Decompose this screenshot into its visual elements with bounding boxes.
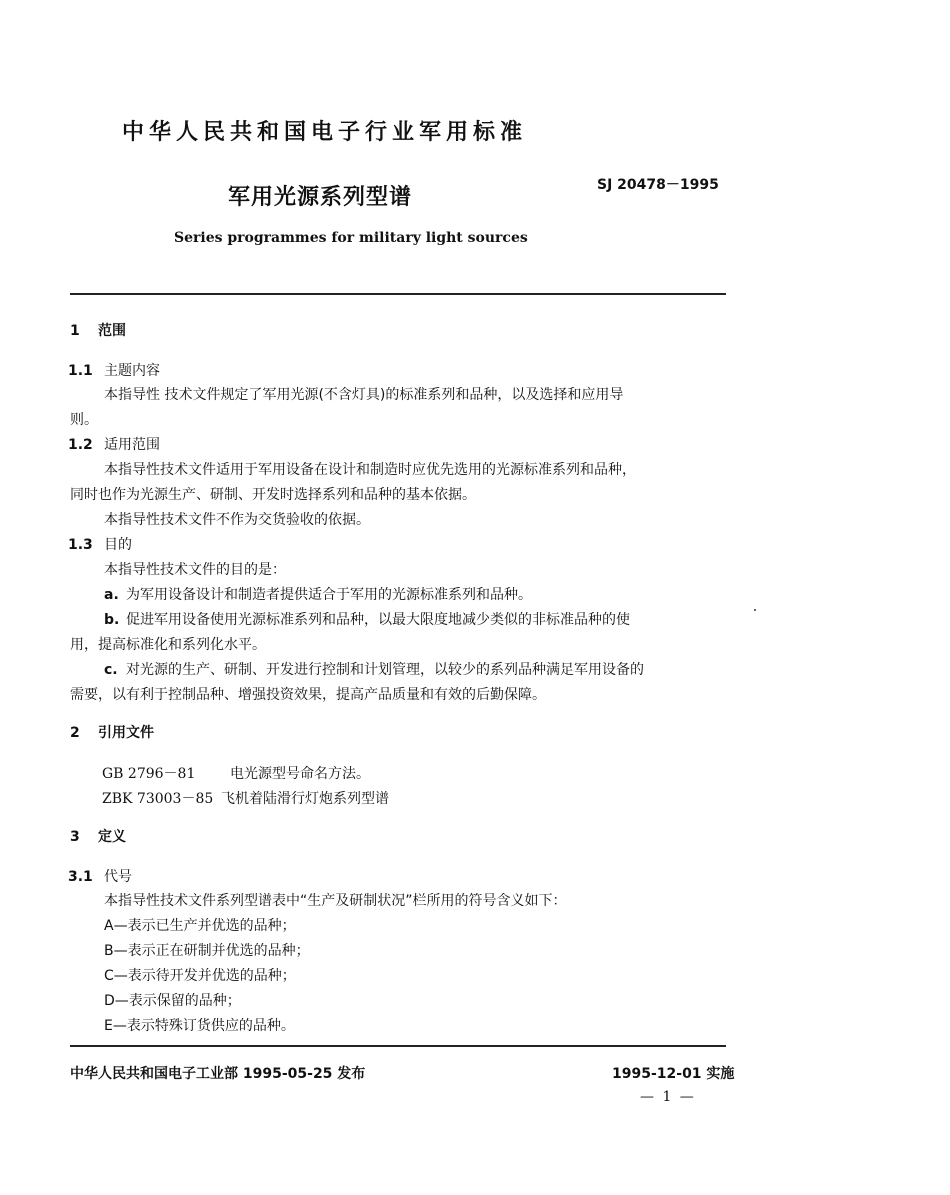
section-title: 范围: [98, 323, 126, 339]
subsection-1-1-heading: [68, 360, 160, 380]
paragraph-line: 需要，以有利于控制品种、增强投资效果，提高产品质量和有效的后勤保障。: [70, 687, 546, 703]
paragraph-line: 本指导性技术文件不作为交货验收的依据。: [104, 512, 370, 528]
footer-divider: [70, 1045, 726, 1047]
list-text: 为军用设备设计和制造者提供适合于军用的光源标准系列和品种。: [126, 587, 532, 603]
standard-code: SJ 20478－1995: [597, 177, 719, 193]
reference-title: 电光源型号命名方法。: [230, 766, 370, 782]
section-1-heading: [70, 320, 126, 340]
section-3-heading: [70, 826, 126, 846]
paragraph-line: 本指导性技术文件的目的是：: [104, 562, 286, 578]
code-definition: D—表示保留的品种；: [104, 993, 241, 1009]
section-number: 1: [70, 323, 80, 339]
reference-title: 飞机着陆滑行灯炮系列型谱: [221, 791, 389, 807]
list-marker: b.: [104, 612, 120, 628]
subsection-number: 1.1: [68, 363, 93, 379]
page-number: — 1 —: [640, 1089, 696, 1105]
list-text: 对光源的生产、研制、开发进行控制和计划管理，以较少的系列品种满足军用设备的: [126, 662, 644, 678]
list-text: 促进军用设备使用光源标准系列和品种，以最大限度地减少类似的非标准品种的使: [126, 612, 630, 628]
list-item-c: [104, 659, 644, 679]
list-marker: a.: [104, 587, 119, 603]
section-number: 3: [70, 829, 80, 845]
paragraph-line: 本指导性技术文件系列型谱表中“生产及研制状况”栏所用的符号含义如下：: [104, 893, 567, 909]
reference-code: GB 2796－81: [102, 766, 196, 782]
code-definition: C—表示待开发并优选的品种；: [104, 968, 296, 984]
subsection-number: 3.1: [68, 869, 93, 885]
document-title-en: Series programmes for military light sources: [174, 230, 528, 246]
reference-code: ZBK 73003－85: [102, 791, 214, 807]
section-number: 2: [70, 725, 80, 741]
paragraph-line: 本指导性 技术文件规定了军用光源(不含灯具)的标准系列和品种，以及选择和应用导: [104, 387, 624, 403]
subsection-number: 1.3: [68, 537, 93, 553]
section-title: 引用文件: [98, 725, 154, 741]
issued-by: 中华人民共和国电子工业部 1995-05-25 发布: [70, 1066, 366, 1082]
list-marker: c.: [104, 662, 118, 678]
scan-speck: [754, 609, 756, 611]
section-2-heading: [70, 722, 154, 742]
header-divider: [70, 293, 726, 295]
subsection-title: 代号: [104, 869, 132, 885]
list-item-a: [104, 584, 532, 604]
industry-standard-heading: 中华人民共和国电子行业军用标准: [122, 120, 528, 145]
paragraph-line: 同时也作为光源生产、研制、开发时选择系列和品种的基本依据。: [70, 487, 476, 503]
subsection-title: 适用范围: [104, 437, 160, 453]
subsection-3-1-heading: [68, 866, 132, 886]
document-title-cn: 军用光源系列型谱: [228, 185, 413, 210]
subsection-1-2-heading: [68, 434, 160, 454]
code-definition: A—表示已生产并优选的品种；: [104, 918, 296, 934]
paragraph-line: 则。: [70, 412, 98, 428]
subsection-1-3-heading: [68, 534, 132, 554]
effective-date: 1995-12-01 实施: [612, 1066, 735, 1082]
code-definition: B—表示正在研制并优选的品种；: [104, 943, 310, 959]
paragraph-line: 用，提高标准化和系列化水平。: [70, 637, 266, 653]
paragraph-line: 本指导性技术文件适用于军用设备在设计和制造时应优先选用的光源标准系列和品种，: [104, 462, 636, 478]
code-definition: E—表示特殊订货供应的品种。: [104, 1018, 295, 1034]
list-item-b: [104, 609, 630, 629]
section-title: 定义: [98, 829, 126, 845]
subsection-title: 目的: [104, 537, 132, 553]
subsection-number: 1.2: [68, 437, 93, 453]
subsection-title: 主题内容: [104, 363, 160, 379]
